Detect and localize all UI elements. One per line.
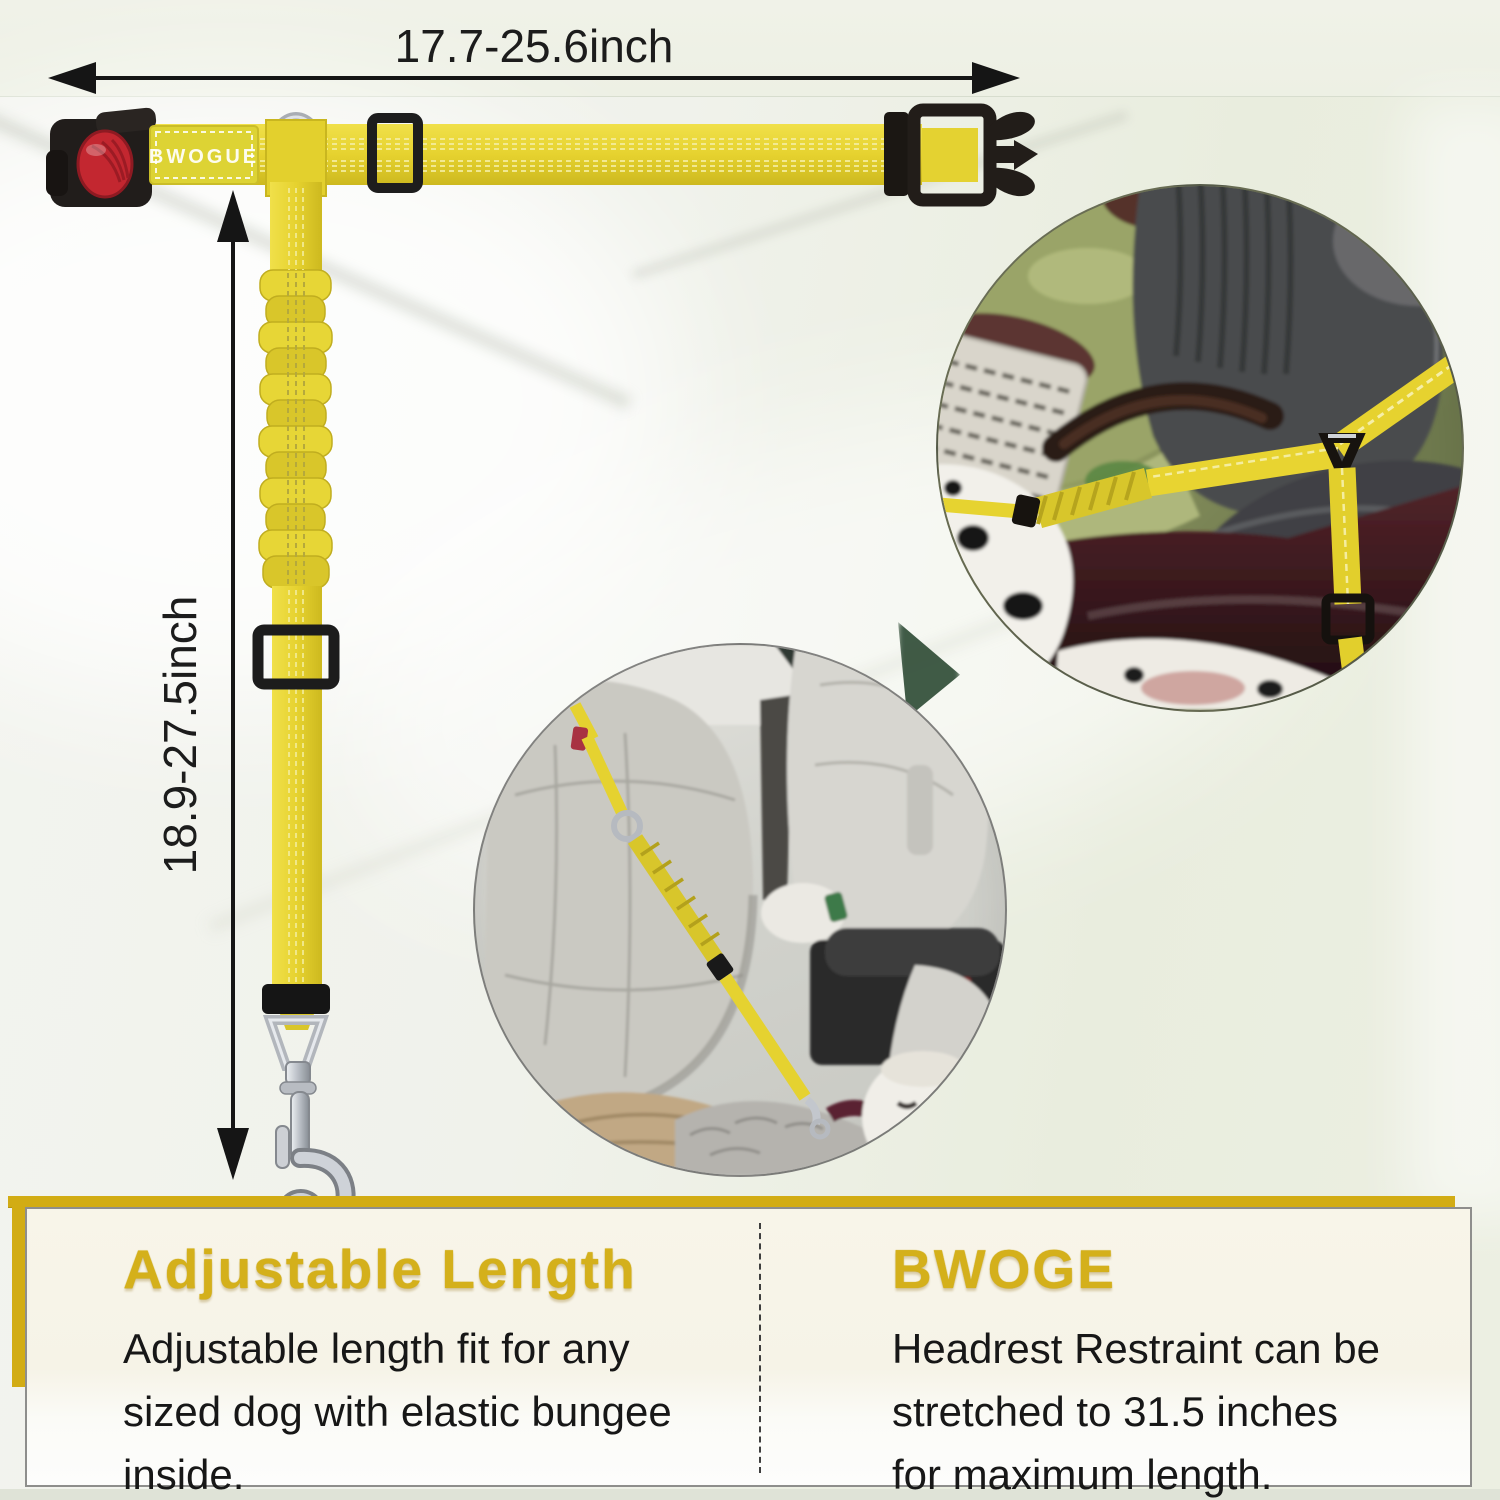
feature-text: [123, 1317, 743, 1500]
feature-text-line: sized dog with elastic bungee: [123, 1388, 672, 1435]
backseat-photo-art: [475, 645, 1005, 1175]
brand-text-line: for maximum length.: [892, 1451, 1273, 1498]
dimension-height-annotation: [154, 190, 249, 1180]
headrest-photo-art: [938, 186, 1462, 710]
brand-title: BWOGE: [892, 1238, 1116, 1300]
armrest: [825, 928, 1000, 976]
panel-divider: [759, 1223, 761, 1473]
snap-hook-trigger: [276, 1126, 289, 1168]
feature-title: Adjustable Length: [123, 1238, 637, 1300]
brand-tag: [149, 126, 259, 184]
brand-text: [892, 1317, 1472, 1500]
feature-section: [123, 1237, 743, 1500]
tether-strap: [258, 120, 346, 1236]
arrow-up-icon: [217, 190, 249, 242]
brand-tag-label: BWOGUE: [148, 146, 260, 168]
inset-photo-backseat-use: [473, 643, 1007, 1177]
info-panel: [25, 1207, 1472, 1498]
panel-left-accent-bar: [12, 1207, 25, 1387]
dimension-width-label: 17.7-25.6inch: [394, 20, 674, 72]
arrow-right-icon: [972, 62, 1020, 94]
brand-text-line: Headrest Restraint can be: [892, 1325, 1380, 1372]
dimension-width-annotation: [48, 20, 1020, 94]
strap-keeper: [884, 112, 909, 196]
male-buckle-clip: [914, 110, 1038, 200]
panel-top-accent-bar: [8, 1196, 1455, 1207]
inset-photo-headrest-use: [936, 184, 1464, 712]
feature-text-line: inside.: [123, 1451, 245, 1498]
feature-text-line: Adjustable length fit for any: [123, 1325, 630, 1372]
headrest-strap: [46, 107, 1038, 207]
tether-strap-lower: [272, 586, 322, 986]
dimension-height-label: 18.9-27.5inch: [154, 595, 206, 875]
brand-text-line: stretched to 31.5 inches: [892, 1388, 1338, 1435]
arrow-down-icon: [217, 1128, 249, 1180]
arrow-left-icon: [48, 62, 96, 94]
brand-section: [892, 1237, 1472, 1500]
strap-keeper: [262, 984, 330, 1014]
side-release-buckle: [46, 107, 157, 207]
